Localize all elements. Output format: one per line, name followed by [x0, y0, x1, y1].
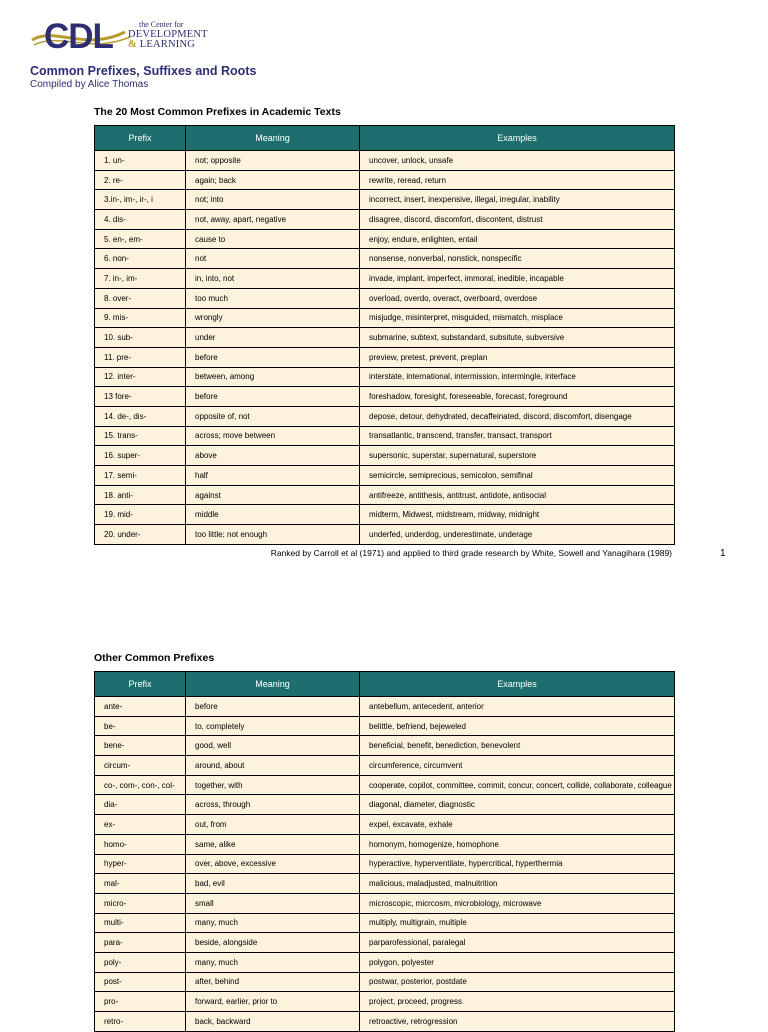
column-header-meaning: Meaning [186, 126, 360, 151]
table-row [95, 893, 675, 913]
examples-cell: submarine, subtext, substandard, subsitute, subversive [360, 328, 675, 348]
prefix-cell: hyper- [95, 854, 186, 874]
meaning-cell: before [186, 387, 360, 407]
meaning-cell: not; into [186, 190, 360, 210]
table-row [95, 854, 675, 874]
examples-cell: depose, detour, dehydrated, decaffeinated, discord, discomfort, disengage [360, 406, 675, 426]
prefix-cell: 14. de-, dis- [95, 406, 186, 426]
table-row [95, 775, 675, 795]
examples-cell: midterm, Midwest, midstream, midway, midnight [360, 505, 675, 525]
column-header-meaning: Meaning [186, 672, 360, 697]
prefix-cell: circum- [95, 756, 186, 776]
common-prefixes-table-body [95, 151, 675, 545]
prefix-cell: 7. in-, im- [95, 269, 186, 289]
prefix-cell: be- [95, 716, 186, 736]
prefix-cell: 2. re- [95, 170, 186, 190]
prefix-cell: 19. mid- [95, 505, 186, 525]
table-row [95, 406, 675, 426]
table-row [95, 328, 675, 348]
table-row [95, 308, 675, 328]
table-row [95, 736, 675, 756]
table-row [95, 952, 675, 972]
table-row [95, 933, 675, 953]
prefix-cell: 16. super- [95, 446, 186, 466]
meaning-cell: across; move between [186, 426, 360, 446]
meaning-cell: before [186, 347, 360, 367]
column-header-examples: Examples [360, 126, 675, 151]
table-row [95, 190, 675, 210]
table-row [95, 815, 675, 835]
column-header-prefix: Prefix [95, 672, 186, 697]
prefix-cell: 4. dis- [95, 210, 186, 230]
meaning-cell: in, into, not [186, 269, 360, 289]
meaning-cell: forward, earlier, prior to [186, 992, 360, 1012]
meaning-cell: across, through [186, 795, 360, 815]
other-prefixes-table [94, 671, 675, 1032]
prefix-cell: 13 fore- [95, 387, 186, 407]
examples-cell: preview, pretest, prevent, preplan [360, 347, 675, 367]
table-row [95, 992, 675, 1012]
meaning-cell: good, well [186, 736, 360, 756]
examples-cell: uncover, unlock, unsafe [360, 151, 675, 171]
prefix-cell: 3.in-, im-, ir-, i [95, 190, 186, 210]
logo-ampersand: & [128, 39, 137, 50]
table-row [95, 1012, 675, 1032]
examples-cell: foreshadow, foresight, foreseeable, forecast, foreground [360, 387, 675, 407]
meaning-cell: not [186, 249, 360, 269]
meaning-cell: opposite of, not [186, 406, 360, 426]
meaning-cell: before [186, 697, 360, 717]
examples-cell: hyperactive, hyperventilate, hypercritical, hyperthermia [360, 854, 675, 874]
meaning-cell: over, above, excessive [186, 854, 360, 874]
table-row [95, 387, 675, 407]
document-author: Compiled by Alice Thomas [30, 79, 149, 90]
table-row [95, 697, 675, 717]
prefix-cell: 15. trans- [95, 426, 186, 446]
examples-cell: rewrite, reread, return [360, 170, 675, 190]
table-row [95, 466, 675, 486]
examples-cell: polygon, polyester [360, 952, 675, 972]
prefix-cell: 9. mis- [95, 308, 186, 328]
examples-cell: antebellum, antecedent, anterior [360, 697, 675, 717]
table-row [95, 249, 675, 269]
examples-cell: expel, excavate, exhale [360, 815, 675, 835]
prefix-cell: 1. un- [95, 151, 186, 171]
examples-cell: underfed, underdog, underestimate, underage [360, 525, 675, 545]
table-row [95, 210, 675, 230]
examples-cell: homonym, homogenize, homophone [360, 834, 675, 854]
meaning-cell: not, away, apart, negative [186, 210, 360, 230]
common-prefixes-table [94, 125, 675, 545]
meaning-cell: middle [186, 505, 360, 525]
table-row [95, 151, 675, 171]
examples-cell: retroactive, retrogression [360, 1012, 675, 1032]
prefix-cell: co-, com-, con-, col- [95, 775, 186, 795]
examples-cell: microscopic, micrcosm, microbiology, microwave [360, 893, 675, 913]
other-prefixes-table-body [95, 697, 675, 1032]
examples-cell: malicious, maladjusted, malnuitrition [360, 874, 675, 894]
examples-cell: nonsense, nonverbal, nonstick, nonspecific [360, 249, 675, 269]
table-row [95, 716, 675, 736]
table-header-row [95, 126, 675, 151]
table-row [95, 972, 675, 992]
prefix-cell: poly- [95, 952, 186, 972]
prefix-cell: ex- [95, 815, 186, 835]
prefix-cell: 12. inter- [95, 367, 186, 387]
table-row [95, 426, 675, 446]
table-footnote: Ranked by Carroll et al (1971) and applied to third grade research by White, Sowell and Yanagihara (1989) [270, 548, 672, 558]
logo-line-3 [128, 40, 208, 50]
table-row [95, 367, 675, 387]
prefix-cell: 8. over- [95, 288, 186, 308]
table-row [95, 485, 675, 505]
examples-cell: multiply, multigrain, multiple [360, 913, 675, 933]
examples-cell: disagree, discord, discomfort, discontent, distrust [360, 210, 675, 230]
meaning-cell: bad, evil [186, 874, 360, 894]
meaning-cell: too little; not enough [186, 525, 360, 545]
examples-cell: transatlantic, transcend, transfer, transact, transport [360, 426, 675, 446]
logo-line-1: the Center for [139, 20, 184, 29]
table-row [95, 874, 675, 894]
prefix-cell: 17. semi- [95, 466, 186, 486]
document-title: Common Prefixes, Suffixes and Roots [30, 64, 257, 78]
examples-cell: cooperate, copilot, committee, commit, concur, concert, collide, collaborate, colleague [360, 775, 675, 795]
logo-organization-name [128, 20, 208, 50]
meaning-cell: against [186, 485, 360, 505]
cdl-logo [30, 17, 208, 56]
prefix-cell: multi- [95, 913, 186, 933]
section-title-other-prefixes: Other Common Prefixes [94, 652, 215, 664]
examples-cell: incorrect, insert, inexpensive, illegal, irregular, inability [360, 190, 675, 210]
prefix-cell: 18. anti- [95, 485, 186, 505]
prefix-cell: 5. en-, em- [95, 229, 186, 249]
table-row [95, 170, 675, 190]
examples-cell: parparofessional, paralegal [360, 933, 675, 953]
prefix-cell: bene- [95, 736, 186, 756]
examples-cell: invade, implant, imperfect, immoral, inedible, incapable [360, 269, 675, 289]
meaning-cell: not; opposite [186, 151, 360, 171]
prefix-cell: homo- [95, 834, 186, 854]
prefix-cell: dia- [95, 795, 186, 815]
column-header-prefix: Prefix [95, 126, 186, 151]
table-row [95, 525, 675, 545]
meaning-cell: under [186, 328, 360, 348]
logo-line-2: DEVELOPMENT [128, 29, 208, 40]
table-row [95, 269, 675, 289]
examples-cell: enjoy, endure, enlighten, entail [360, 229, 675, 249]
table-row [95, 229, 675, 249]
examples-cell: diagonal, diameter, diagnostic [360, 795, 675, 815]
column-header-examples: Examples [360, 672, 675, 697]
prefix-cell: mal- [95, 874, 186, 894]
table-row [95, 834, 675, 854]
prefix-cell: pro- [95, 992, 186, 1012]
meaning-cell: above [186, 446, 360, 466]
meaning-cell: many, much [186, 913, 360, 933]
table-header-row [95, 672, 675, 697]
meaning-cell: too much [186, 288, 360, 308]
meaning-cell: same, alike [186, 834, 360, 854]
meaning-cell: again; back [186, 170, 360, 190]
meaning-cell: beside, alongside [186, 933, 360, 953]
examples-cell: supersonic, superstar, supernatural, superstore [360, 446, 675, 466]
meaning-cell: wrongly [186, 308, 360, 328]
table-row [95, 347, 675, 367]
meaning-cell: around, about [186, 756, 360, 776]
page-number: 1 [720, 548, 726, 559]
table-row [95, 756, 675, 776]
meaning-cell: after, behind [186, 972, 360, 992]
table-row [95, 446, 675, 466]
section-title-common-prefixes: The 20 Most Common Prefixes in Academic Texts [94, 106, 341, 118]
logo-learning: LEARNING [136, 39, 196, 50]
prefix-cell: post- [95, 972, 186, 992]
table-row [95, 288, 675, 308]
meaning-cell: back, backward [186, 1012, 360, 1032]
prefix-cell: 6. non- [95, 249, 186, 269]
prefix-cell: 20. under- [95, 525, 186, 545]
examples-cell: beneficial, benefit, benediction, benevolent [360, 736, 675, 756]
prefix-cell: micro- [95, 893, 186, 913]
logo-letters: CDL [44, 17, 113, 56]
table-row [95, 795, 675, 815]
meaning-cell: together, with [186, 775, 360, 795]
prefix-cell: 11. pre- [95, 347, 186, 367]
prefix-cell: para- [95, 933, 186, 953]
examples-cell: overload, overdo, overact, overboard, overdose [360, 288, 675, 308]
meaning-cell: small [186, 893, 360, 913]
meaning-cell: out, from [186, 815, 360, 835]
meaning-cell: cause to [186, 229, 360, 249]
meaning-cell: half [186, 466, 360, 486]
prefix-cell: retro- [95, 1012, 186, 1032]
table-row [95, 505, 675, 525]
meaning-cell: between, among [186, 367, 360, 387]
prefix-cell: ante- [95, 697, 186, 717]
examples-cell: antifreeze, antithesis, antitrust, antidote, antisocial [360, 485, 675, 505]
examples-cell: misjudge, misinterpret, misguided, mismatch, misplace [360, 308, 675, 328]
meaning-cell: to, completely [186, 716, 360, 736]
examples-cell: postwar, posterior, postdate [360, 972, 675, 992]
examples-cell: interstate, international, intermission, intermingle, interface [360, 367, 675, 387]
prefix-cell: 10. sub- [95, 328, 186, 348]
meaning-cell: many, much [186, 952, 360, 972]
examples-cell: belittle, befriend, bejeweled [360, 716, 675, 736]
examples-cell: circumference, circumvent [360, 756, 675, 776]
examples-cell: project, proceed, progress [360, 992, 675, 1012]
examples-cell: semicircle, semiprecious, semicolon, semifinal [360, 466, 675, 486]
table-row [95, 913, 675, 933]
